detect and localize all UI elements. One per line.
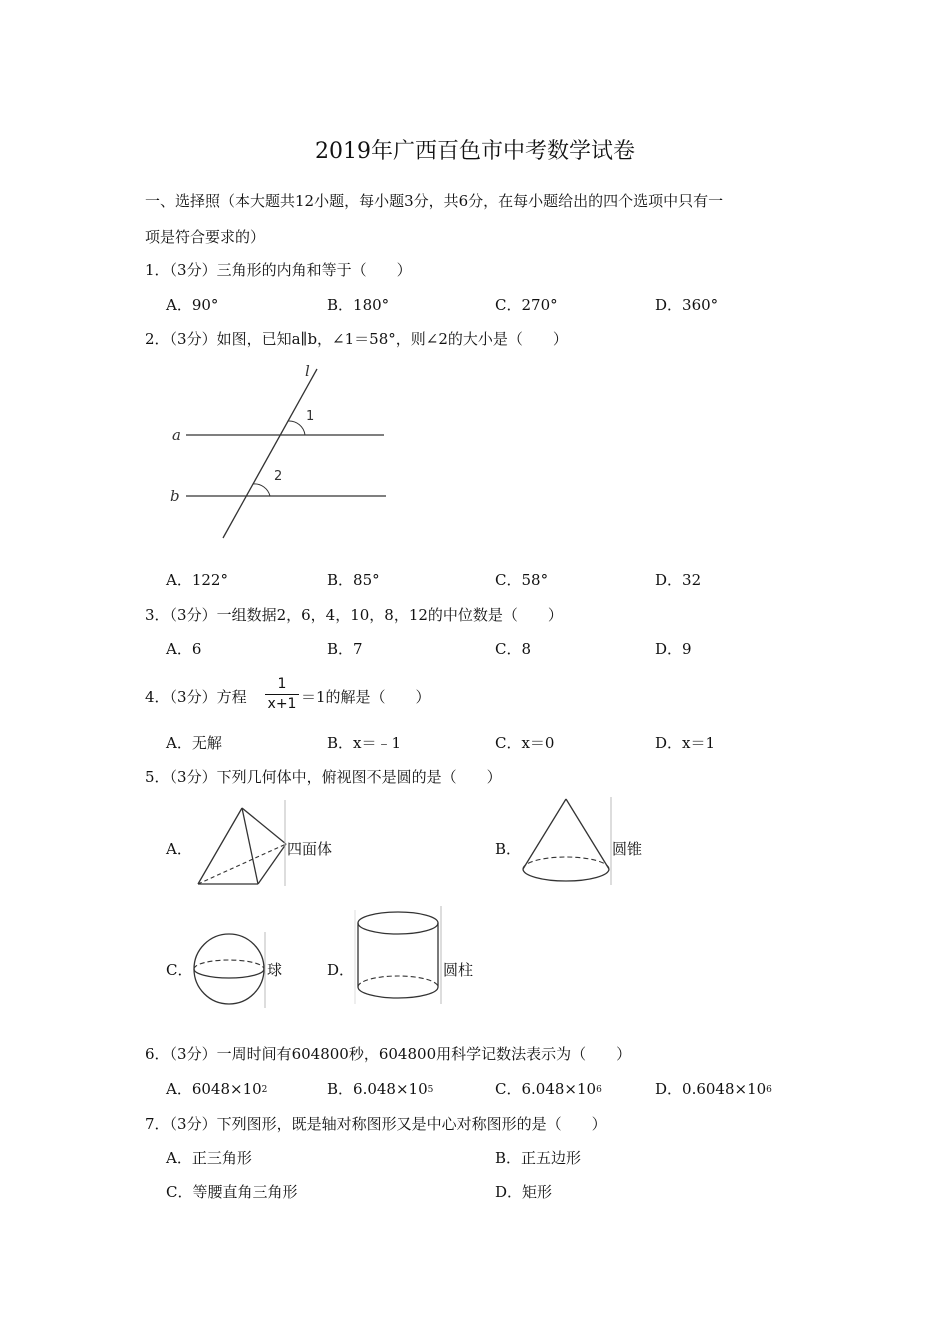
q4-option-b: B．x＝﹣1 [327, 734, 402, 752]
q2-option-c: C．58° [495, 571, 549, 589]
q6-option-d [655, 1079, 772, 1099]
q4-stem-suffix: ＝1的解是（ ） [301, 688, 431, 706]
angle-2-label: 2 [274, 469, 283, 484]
angle-1-label: 1 [306, 409, 315, 424]
q6-option-d-exponent: 6 [766, 1085, 772, 1095]
q4-option-a: A．无解 [166, 734, 222, 752]
q5-option-b-name: 圆锥 [612, 840, 643, 858]
page-title: 2019年广西百色市中考数学试卷 [315, 139, 635, 164]
q5-option-d-name: 圆柱 [443, 961, 474, 979]
q5-option-a-name: 四面体 [287, 840, 333, 858]
q2-stem: 2．（3分）如图，已知a∥b，∠1＝58°，则∠2的大小是（ ） [145, 330, 568, 348]
q6-option-a [166, 1079, 267, 1099]
q7-option-a: A．正三角形 [166, 1149, 252, 1167]
q1-option-d: D．360° [655, 296, 719, 314]
q7-option-b: B．正五边形 [495, 1149, 582, 1167]
line-b-label: b [170, 487, 180, 505]
q1-option-c: C．270° [495, 296, 558, 314]
q4-option-d: D．x＝1 [655, 734, 716, 752]
q4-option-c: C．x＝0 [495, 734, 555, 752]
q6-option-c [495, 1079, 602, 1099]
section-header-line2: 项是符合要求的） [145, 228, 266, 246]
cylinder-figure [353, 906, 448, 1006]
q7-stem: 7．（3分）下列图形，既是轴对称图形又是中心对称图形的是（ ） [145, 1115, 607, 1133]
q7-option-d: D．矩形 [495, 1183, 553, 1201]
parallel-lines-figure [160, 360, 400, 550]
cone-figure [518, 795, 618, 890]
q6-option-c-exponent: 6 [596, 1085, 602, 1095]
q1-option-a: A．90° [166, 296, 219, 314]
q4-fraction [265, 676, 299, 713]
line-l-label: l [305, 362, 310, 380]
q5-option-c-label: C． [166, 961, 193, 979]
tetrahedron-figure [192, 800, 292, 890]
q6-option-a-exponent: 2 [261, 1085, 268, 1095]
q6-option-d-base: D．0.6048×10 [655, 1080, 767, 1098]
q5-option-a-label: A． [166, 840, 192, 858]
q5-option-b-label: B． [495, 840, 522, 858]
q3-option-c: C．8 [495, 640, 532, 658]
q2-option-b: B．85° [327, 571, 380, 589]
fraction-numerator: 1 [277, 676, 287, 692]
q3-option-d: D．9 [655, 640, 692, 658]
section-header-line1: 一、选择照（本大题共12小题，每小题3分，共6分，在每小题给出的四个选项中只有一 [145, 192, 724, 210]
q3-option-a: A．6 [166, 640, 202, 658]
q6-option-b-base: B．6.048×10 [327, 1080, 428, 1098]
q6-stem: 6．（3分）一周时间有604800秒，604800用科学记数法表示为（ ） [145, 1045, 632, 1063]
q4-stem-prefix: 4．（3分）方程 [145, 688, 247, 706]
q3-option-b: B．7 [327, 640, 363, 658]
fraction-denominator: x+1 [267, 696, 297, 712]
q1-stem: 1．（3分）三角形的内角和等于（ ） [145, 261, 412, 279]
q6-option-b-exponent: 5 [427, 1085, 434, 1095]
sphere-figure [192, 932, 272, 1012]
fraction-bar [265, 694, 299, 695]
line-a-label: a [172, 426, 181, 444]
q6-option-b [327, 1079, 433, 1099]
q6-option-c-base: C．6.048×10 [495, 1080, 597, 1098]
q1-option-b: B．180° [327, 296, 390, 314]
q3-stem: 3．（3分）一组数据2，6，4，10，8，12的中位数是（ ） [145, 606, 563, 624]
q5-option-d-label: D． [327, 961, 355, 979]
q5-option-c-name: 球 [267, 961, 283, 979]
q2-option-a: A．122° [166, 571, 228, 589]
q2-option-d: D．32 [655, 571, 702, 589]
q5-stem: 5．（3分）下列几何体中，俯视图不是圆的是（ ） [145, 768, 502, 786]
q6-option-a-base: A．6048×10 [166, 1080, 262, 1098]
q7-option-c: C．等腰直角三角形 [166, 1183, 298, 1201]
